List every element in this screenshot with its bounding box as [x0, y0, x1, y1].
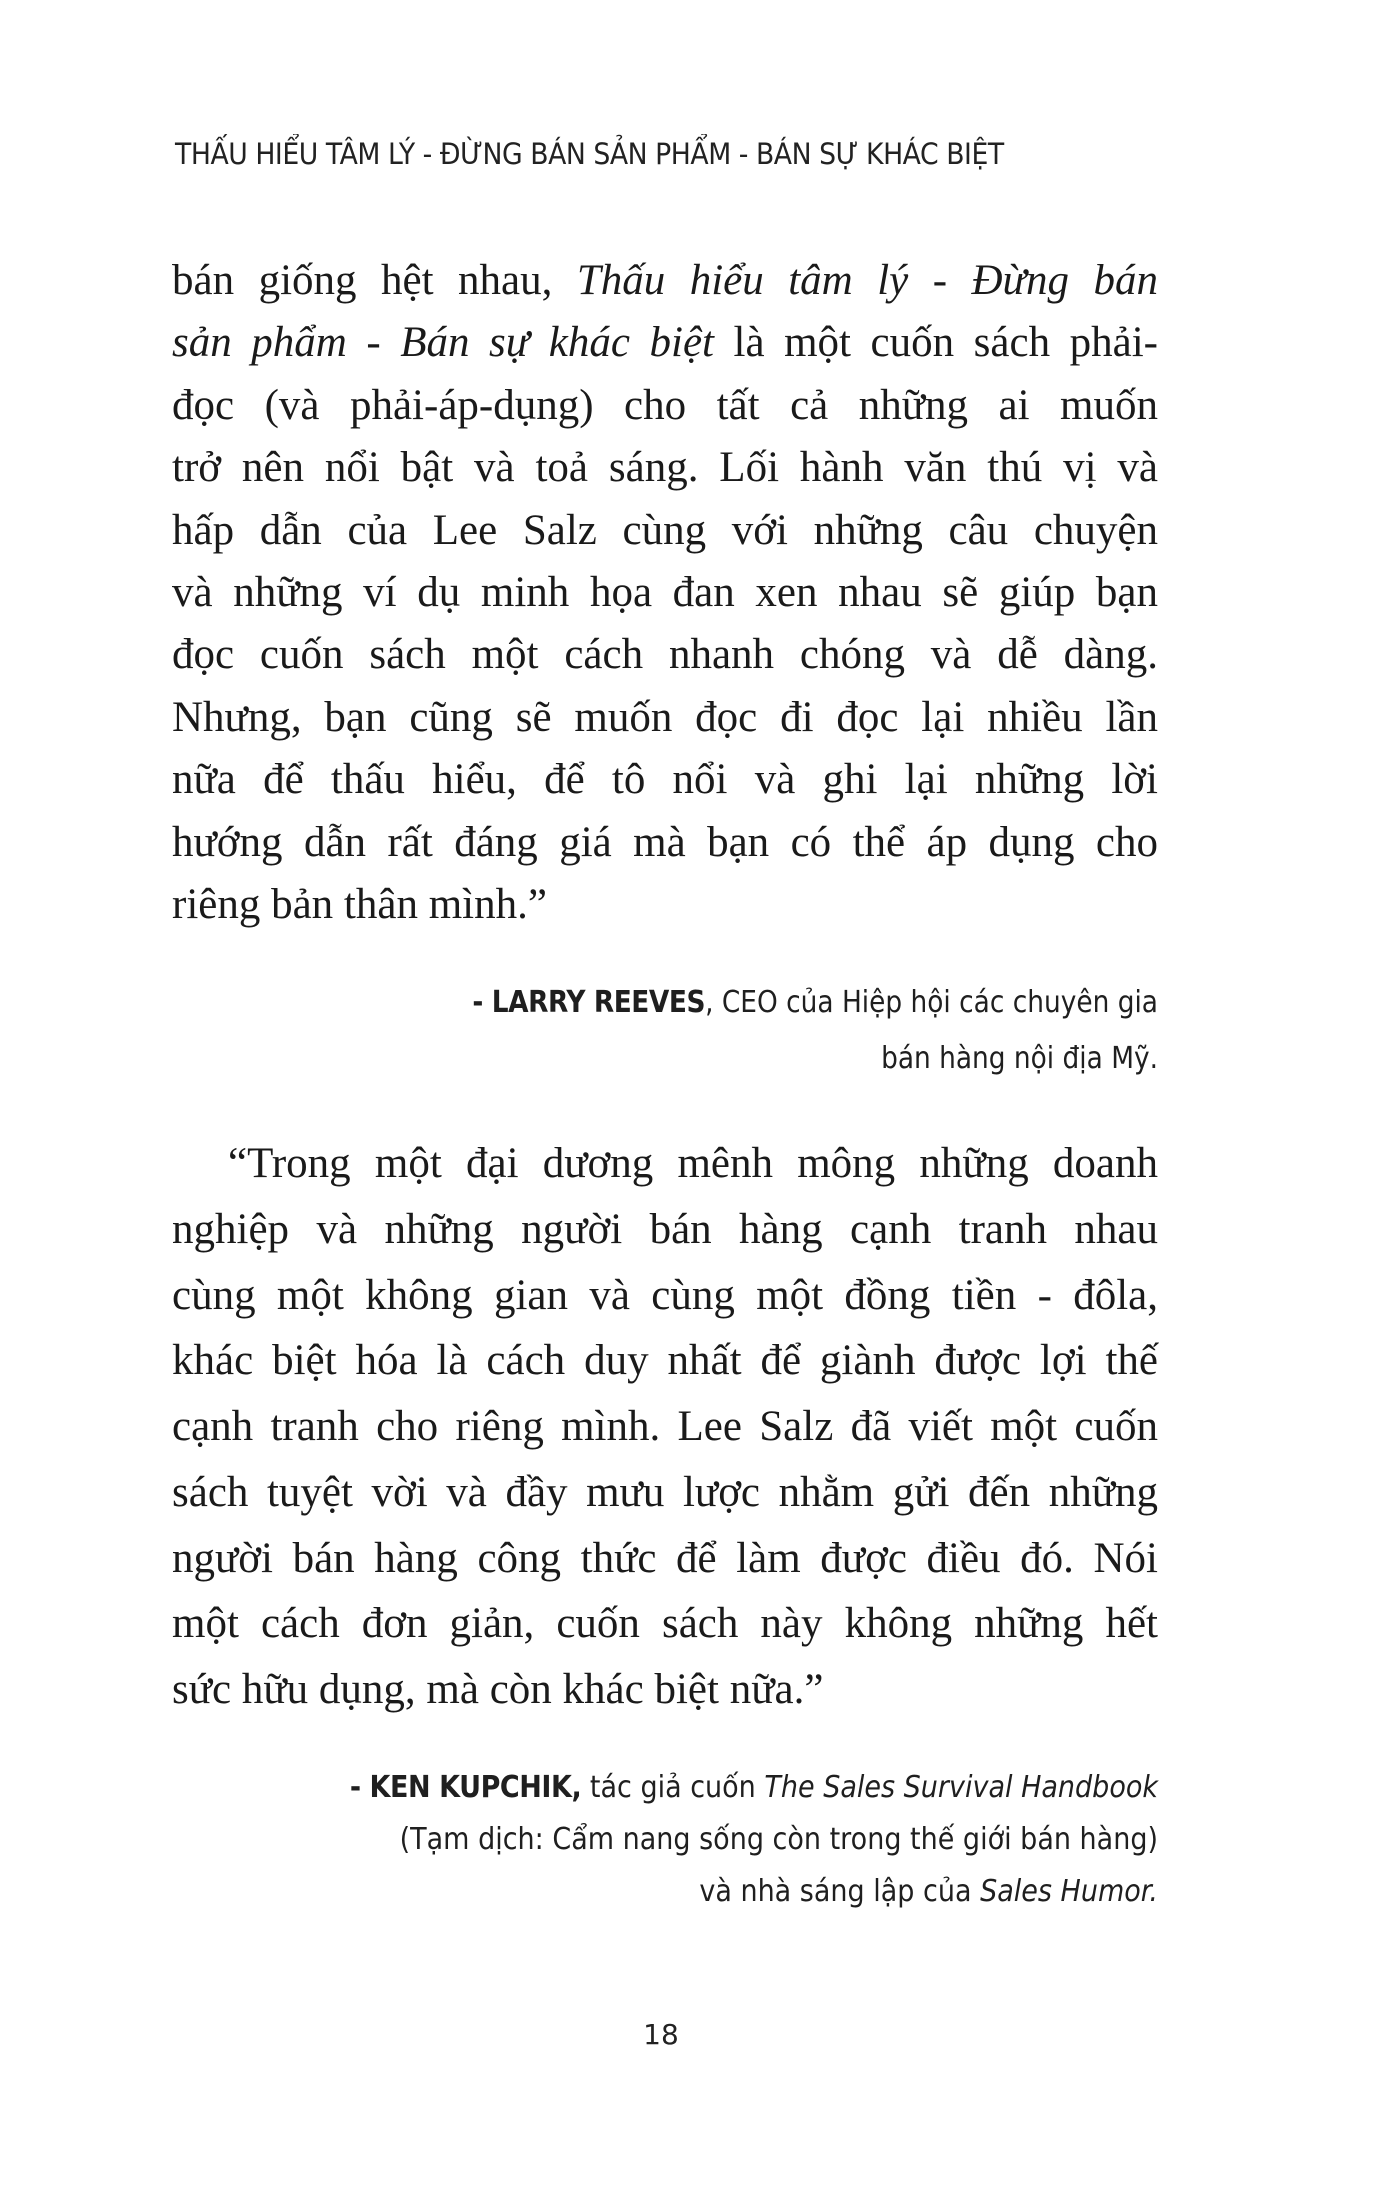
body-text: sức hữu dụng, mà còn khác biệt nữa.” — [172, 1666, 824, 1713]
body-text: Nhưng, bạn cũng sẽ muốn đọc đi đọc lại nhiều lần — [172, 693, 1158, 741]
body-text: riêng bản thân mình.” — [172, 880, 547, 928]
text-line — [172, 375, 1158, 437]
attribution-line — [258, 1866, 1158, 1918]
book-title-text: Thấu hiểu tâm lý - Đừng bán — [576, 257, 1158, 304]
book-title-text: sản phẩm - Bán sự khác biệt — [172, 319, 714, 367]
body-text: hướng dẫn rất đáng giá mà bạn có thể áp dụng cho — [172, 818, 1158, 866]
attribution-ken-kupchik — [158, 1762, 1158, 1918]
text-line — [172, 1394, 1158, 1460]
page-number: 18 — [643, 2018, 679, 2051]
text-line — [172, 624, 1158, 686]
text-line — [172, 1460, 1158, 1526]
author-title: , CEO của Hiệp hội các chuyên gia — [705, 985, 1158, 1020]
text-line — [172, 687, 1158, 749]
body-text: đọc (và phải-áp-dụng) cho tất cả những ai muốn — [172, 381, 1158, 429]
text-line — [172, 562, 1158, 624]
text-line — [172, 1263, 1158, 1329]
body-text: “Trong một đại dương mênh mông những doanh — [228, 1140, 1158, 1187]
body-text: cạnh tranh cho riêng mình. Lee Salz đã viết một cuốn — [172, 1403, 1158, 1450]
founder-text: và nhà sáng lập của — [699, 1874, 981, 1909]
text-line — [172, 749, 1158, 811]
body-text: cùng một không gian và cùng một đồng tiền - đôla, — [172, 1271, 1158, 1319]
body-text: hấp dẫn của Lee Salz cùng với những câu chuyện — [172, 506, 1158, 554]
text-line — [172, 437, 1158, 499]
body-text: khác biệt hóa là cách duy nhất để giành được lợi thế — [172, 1337, 1158, 1385]
quote-ken-kupchik — [172, 1131, 1158, 1723]
attribution-line — [278, 975, 1158, 1031]
body-text: trở nên nổi bật và toả sáng. Lối hành văn thú vị và — [172, 444, 1158, 492]
text-line — [172, 1197, 1158, 1263]
text-line — [172, 312, 1158, 374]
text-line — [172, 1591, 1158, 1657]
running-header: THẤU HIỂU TÂM LÝ - ĐỪNG BÁN SẢN PHẨM - BÁN SỰ KHÁC BIỆT — [175, 137, 1004, 171]
text-line — [172, 1328, 1158, 1394]
body-text: nghiệp và những người bán hàng cạnh tranh nhau — [172, 1205, 1158, 1253]
body-text: và những ví dụ minh họa đan xen nhau sẽ giúp bạn — [172, 568, 1158, 616]
organization-name: Sales Humor. — [980, 1874, 1158, 1909]
attribution-line — [258, 1762, 1158, 1814]
attribution-larry-reeves — [158, 975, 1158, 1087]
text-line — [172, 874, 1158, 936]
body-text: đọc cuốn sách một cách nhanh chóng và dễ dàng. — [172, 631, 1158, 679]
body-text: nữa để thấu hiểu, để tô nổi và ghi lại những lời — [172, 756, 1158, 804]
text-line — [172, 812, 1158, 874]
attribution-line: (Tạm dịch: Cẩm nang sống còn trong thế giới bán hàng) — [399, 1822, 1158, 1857]
body-text: người bán hàng công thức để làm được điều đó. Nói — [172, 1534, 1158, 1582]
text-line — [172, 1657, 1158, 1723]
body-text: sách tuyệt vời và đầy mưu lược nhằm gửi đến những — [172, 1468, 1158, 1516]
author-name: - LARRY REEVES — [472, 985, 706, 1020]
body-text: là một cuốn sách phải- — [713, 319, 1158, 367]
text-line — [172, 1131, 1158, 1197]
book-title: The Sales Survival Handbook — [764, 1770, 1158, 1805]
text-line — [172, 250, 1158, 312]
text-line — [172, 500, 1158, 562]
author-title: tác giả cuốn — [581, 1770, 765, 1805]
body-text: một cách đơn giản, cuốn sách này không những hết — [172, 1600, 1158, 1648]
quote-larry-reeves — [172, 250, 1158, 936]
author-name: - KEN KUPCHIK, — [349, 1770, 582, 1805]
body-text: bán giống hệt nhau, — [172, 257, 577, 304]
attribution-line: bán hàng nội địa Mỹ. — [881, 1041, 1158, 1076]
text-line — [172, 1526, 1158, 1592]
